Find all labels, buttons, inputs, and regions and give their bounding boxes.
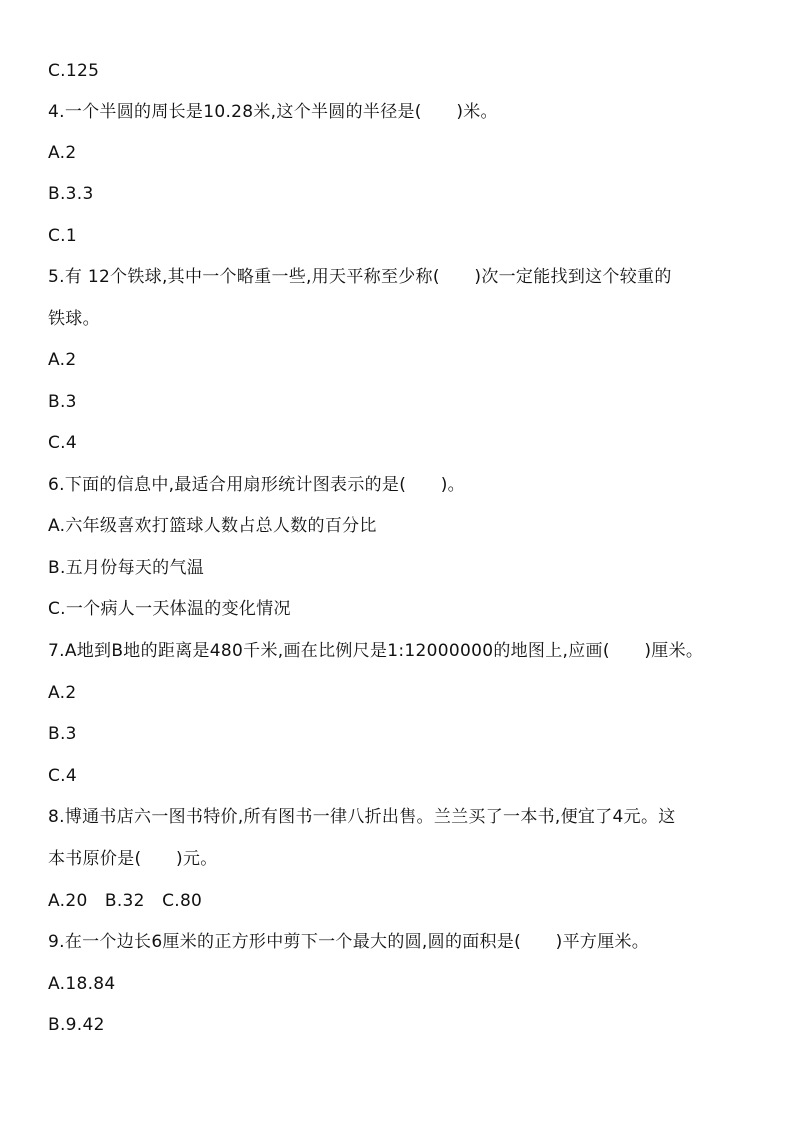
q7-option-c: C.4: [48, 766, 77, 786]
q4-question: 4.一个半圆的周长是10.28米,这个半圆的半径是( )米。: [48, 102, 498, 122]
q8-options: A.20 B.32 C.80: [48, 891, 203, 911]
q5-option-a: A.2: [48, 350, 77, 370]
q4-option-c: C.1: [48, 226, 77, 246]
q7-option-a: A.2: [48, 683, 77, 703]
q6-question: 6.下面的信息中,最适合用扇形统计图表示的是( )。: [48, 475, 465, 495]
q5-option-c: C.4: [48, 433, 77, 453]
q9-option-a: A.18.84: [48, 974, 116, 994]
q6-option-b: B.五月份每天的气温: [48, 558, 205, 578]
q8-question: 8.博通书店六一图书特价,所有图书一律八折出售。兰兰买了一本书,便宜了4元。这: [48, 807, 676, 827]
q7-question: 7.A地到B地的距离是480千米,画在比例尺是1:12000000的地图上,应画( )厘米。: [48, 641, 704, 661]
q6-option-c: C.一个病人一天体温的变化情况: [48, 599, 291, 619]
q5-question-cont: 铁球。: [48, 309, 100, 329]
q4-option-b: B.3.3: [48, 184, 94, 204]
q8-question-cont: 本书原价是( )元。: [48, 849, 218, 869]
q7-option-b: B.3: [48, 724, 77, 744]
q4-option-a: A.2: [48, 143, 77, 163]
q5-question: 5.有 12个铁球,其中一个略重一些,用天平称至少称( )次一定能找到这个较重的: [48, 267, 672, 287]
q9-option-b: B.9.42: [48, 1015, 105, 1035]
q9-question: 9.在一个边长6厘米的正方形中剪下一个最大的圆,圆的面积是( )平方厘米。: [48, 932, 650, 952]
q3-option-c: C.125: [48, 61, 100, 81]
q5-option-b: B.3: [48, 392, 77, 412]
q6-option-a: A.六年级喜欢打篮球人数占总人数的百分比: [48, 516, 377, 536]
